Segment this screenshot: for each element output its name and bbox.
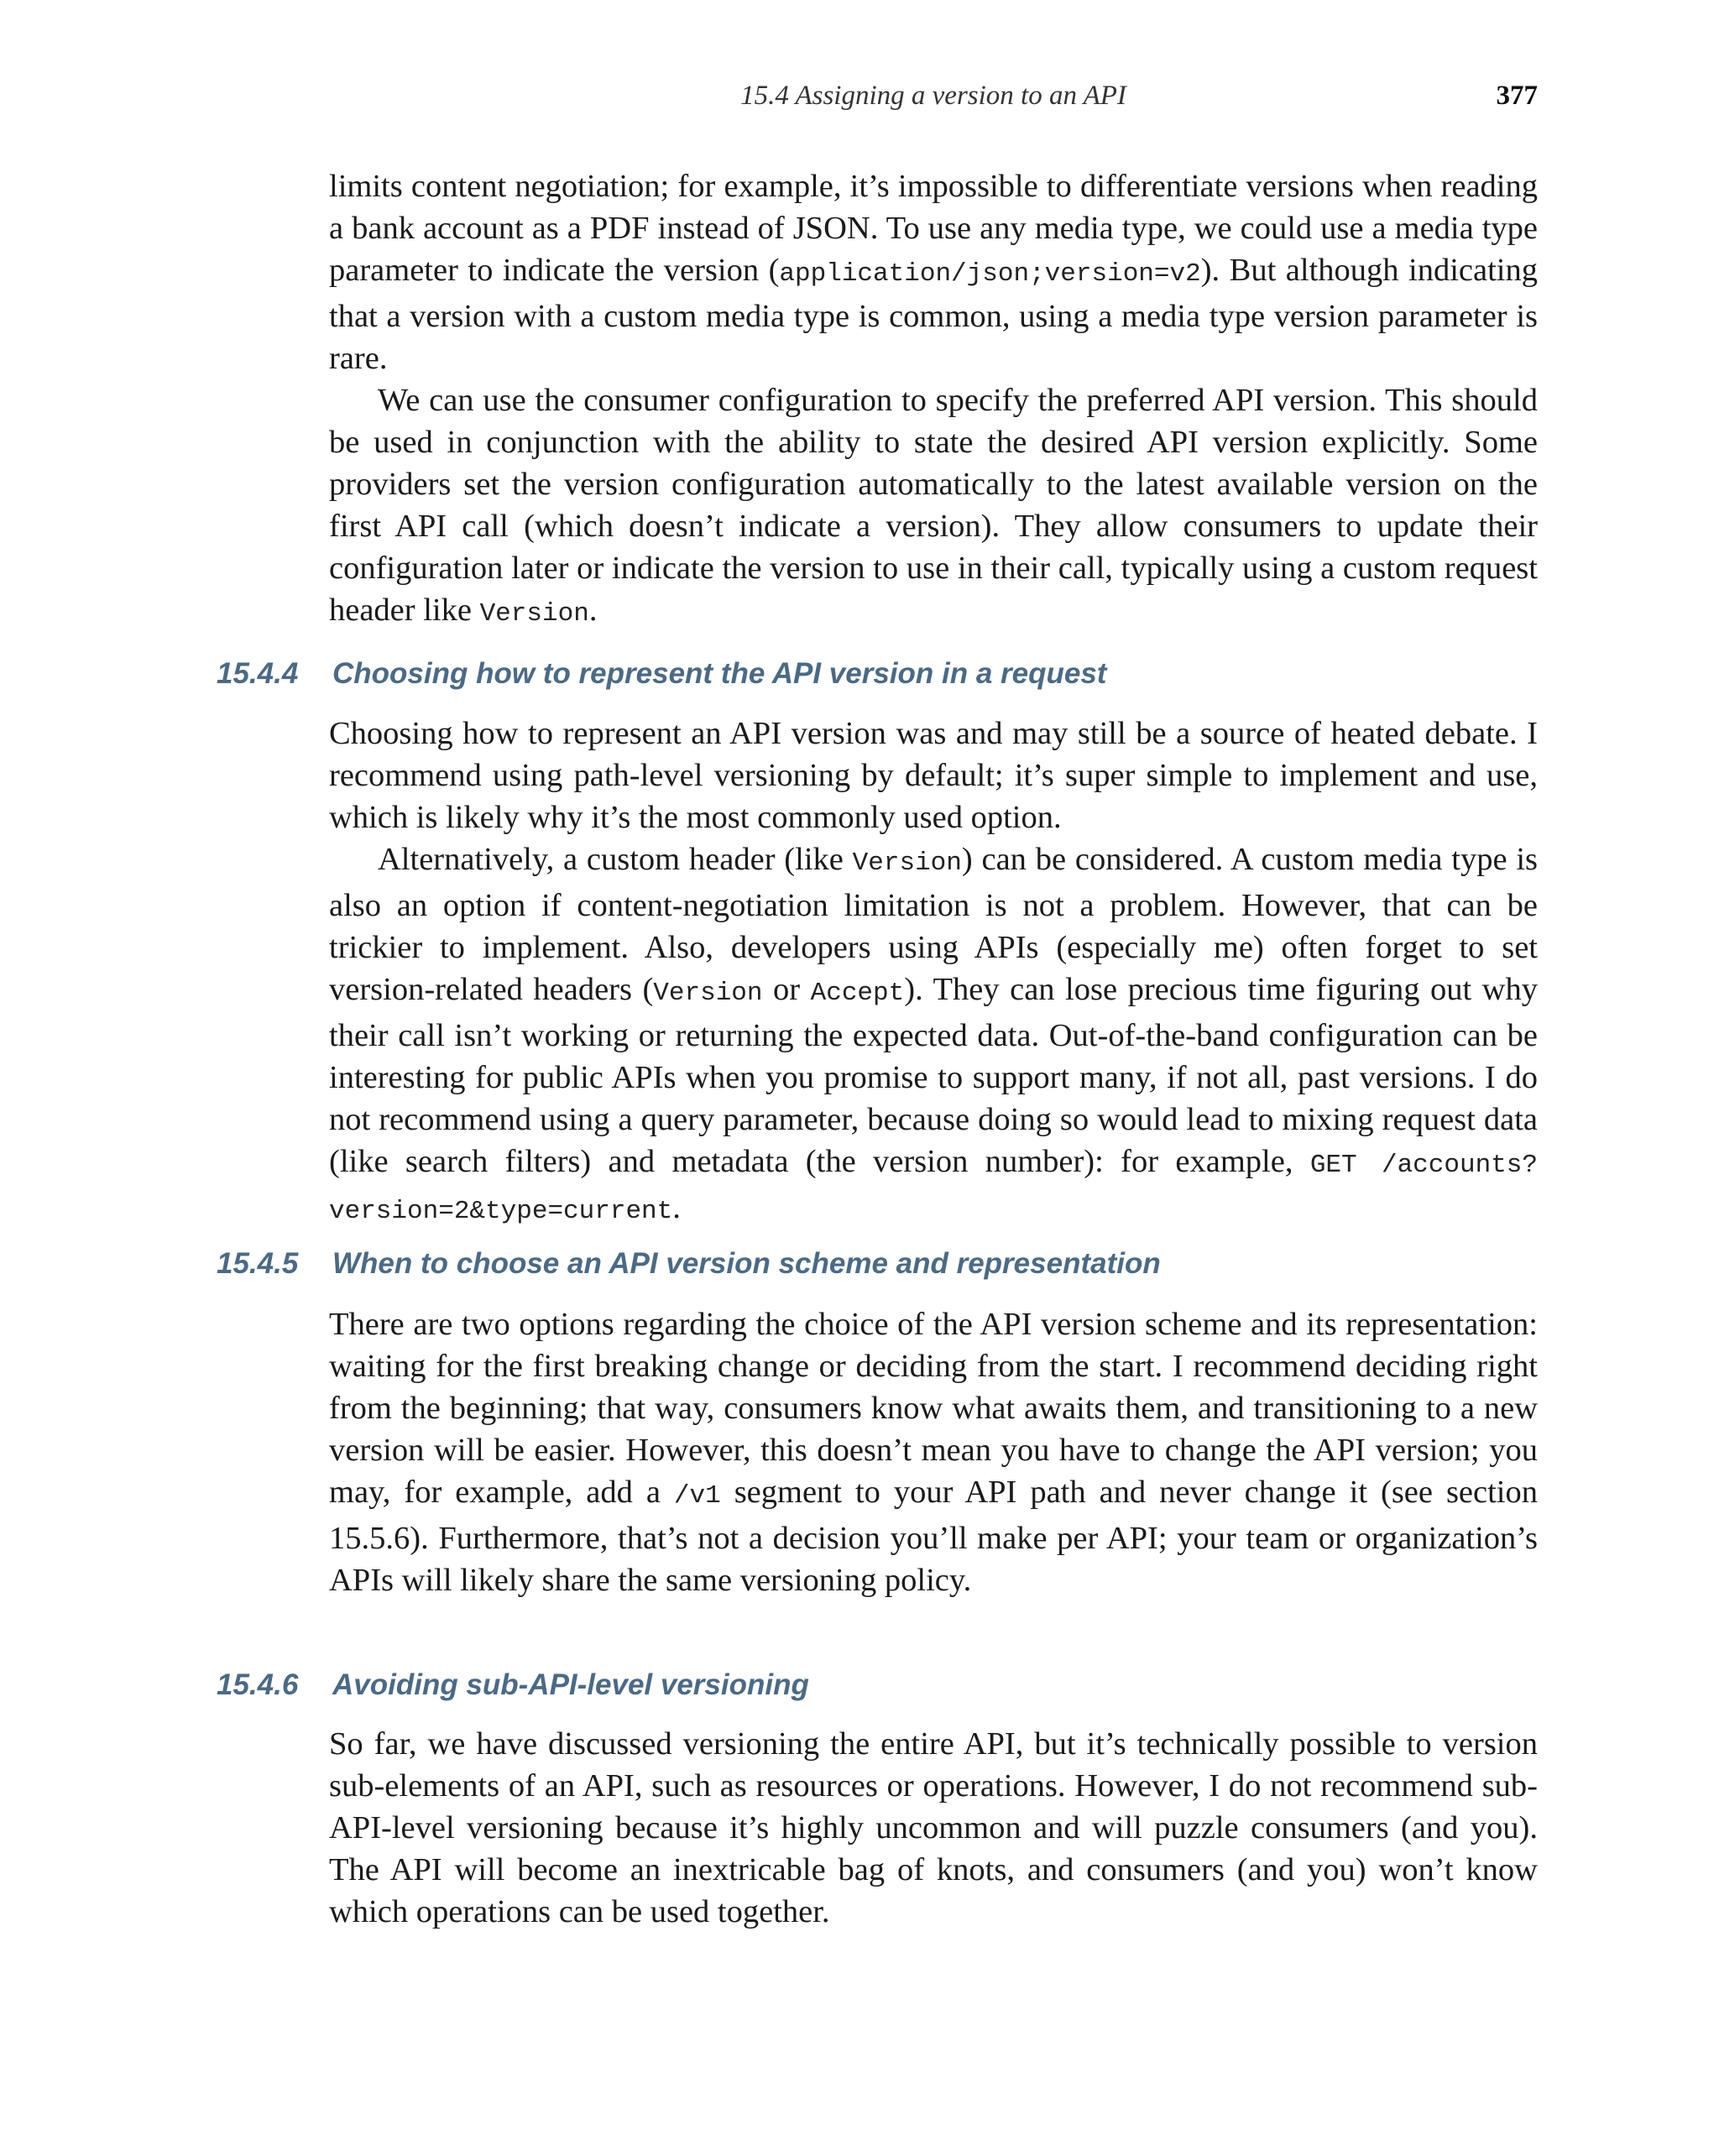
section-number: 15.4.5 <box>217 1247 299 1280</box>
text-run: ) can be considered. A custom media type is also an option if content-negotiation limitation is not a problem. However, that can be trickier to implement. Also, developers using APIs (especially me) often forget to set version-related headers ( <box>329 842 1539 1007</box>
section-heading <box>217 1247 1560 1289</box>
inline-code: Version <box>479 599 589 629</box>
inline-code: application/json;version=v2 <box>779 259 1201 289</box>
section-body <box>329 1303 1538 1601</box>
text-run: ). But although indicating that a version with a custom media type is common, using a media type version parameter is rare. <box>329 253 1539 376</box>
section-number: 15.4.6 <box>217 1668 299 1701</box>
section-heading <box>217 1668 1560 1710</box>
page-number: 377 <box>1496 81 1538 111</box>
section-body <box>329 713 1538 1233</box>
running-head-title: 15.4 Assigning a version to an API <box>740 81 1126 111</box>
text-run: Alternatively, a custom header (like <box>378 842 853 877</box>
paragraph: So far, we have discussed versioning the entire API, but it’s technically possible to version sub-elements of an API, such as resources or operations. However, I do not recommend sub-API-level versioning because it’s highly uncommon and will puzzle consumers (and you). The API will become an inextricable bag of knots, and consumers (and you) won’t know which operations can be used together. <box>329 1726 1538 1929</box>
running-head <box>329 81 1538 123</box>
text-run: limits content negotiation; for example, it’s impossible to differentiate versions when reading a bank account as a PDF instead of JSON. To use any media type, we could use a media type parameter to indicate the version ( <box>329 169 1538 288</box>
text-run: . <box>672 1190 681 1225</box>
paragraph <box>329 838 1538 1233</box>
paragraph <box>329 165 1538 379</box>
opening-block <box>329 165 1538 635</box>
section-heading <box>217 657 1560 699</box>
inline-code: GET /accounts?version=2&type=current <box>329 1151 1539 1226</box>
section-number: 15.4.4 <box>217 657 299 690</box>
paragraph: Choosing how to represent an API version was and may still be a source of heated debate. I recommend using path-level versioning by default; it’s super simple to implement and use, which is likely why it’s the most commonly used option. <box>329 716 1538 835</box>
paragraph <box>329 379 1538 635</box>
inline-code: /v1 <box>673 1481 721 1511</box>
inline-code: Accept <box>810 979 905 1008</box>
section-body <box>329 1723 1538 1933</box>
text-run: There are two options regarding the choice of the API version scheme and its representation: waiting for the first breaking change or deciding from the start. I recommend deciding right from the beginning; that way, consumers know what awaits them, and transitioning to a new version will be easier. However, this doesn’t mean you have to change the API version; you may, for example, add a <box>329 1307 1538 1510</box>
text-run: or <box>762 972 811 1007</box>
paragraph <box>329 1303 1538 1601</box>
section-title: Choosing how to represent the API version in a request <box>332 657 1107 690</box>
text-run: We can use the consumer configuration to specify the preferred API version. This should be used in conjunction with the ability to state the desired API version explicitly. Some providers set the version configuration automatically to the latest available version on the first API call (which doesn’t indicate a version). They allow consumers to update their configuration later or indicate the version to use in their call, typically using a custom request header like <box>329 383 1538 628</box>
text-run: segment to your API path and never change it (see section 15.5.6). Furthermore, that’s not a decision you’ll make per API; your team or organization’s APIs will likely share the same versioning policy. <box>329 1475 1539 1598</box>
inline-code: Version <box>653 979 763 1008</box>
section-title: Avoiding sub-API-level versioning <box>332 1668 809 1701</box>
inline-code: Version <box>852 848 962 878</box>
text-run: . <box>588 593 598 628</box>
text-run: ). They can lose precious time figuring out why their call isn’t working or returning the expected data. Out-of-the-band configuration can be interesting for public APIs when you promise to support many, if not all, past versions. I do not recommend using a query parameter, because doing so would lead to mixing request data (like search filters) and metadata (the version number): for example, <box>329 972 1538 1179</box>
section-title: When to choose an API version scheme and representation <box>332 1247 1161 1280</box>
